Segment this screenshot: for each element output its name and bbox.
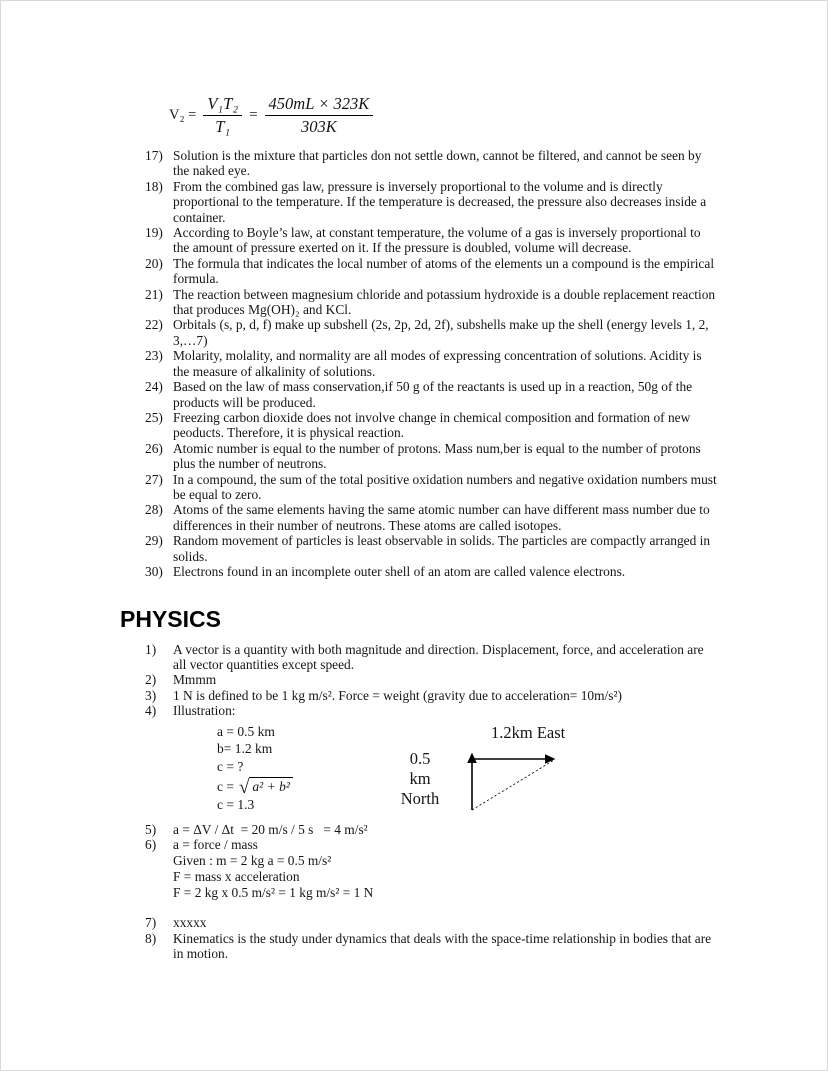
item-text: Molarity, molality, and normality are all modes of expressing concentration of solutions. Acidity is the measure of alkalinity of solutions. (173, 348, 705, 379)
item-number: 17) (145, 148, 163, 163)
item-number: 30) (145, 563, 163, 579)
list-item (145, 642, 720, 673)
item-number: 20) (145, 255, 163, 271)
item-text: Kinematics is the study under dynamics that deals with the space-time relationship in bodies that are in motion. (173, 930, 715, 961)
item-text: Freezing carbon dioxide does not involve change in chemical composition and formation of new peoducts. Therefore, it is physical reaction. (173, 409, 694, 441)
chemistry-answers-list (145, 148, 720, 579)
fraction-denominator: 303K (301, 116, 337, 136)
item-number: 7) (145, 915, 157, 931)
list-item (145, 822, 720, 837)
list-item (145, 931, 720, 962)
item-number: 23) (145, 348, 163, 364)
item-text: Electrons found in an incomplete outer shell of an atom are called valence electrons. (173, 563, 626, 579)
triangle-column (465, 723, 565, 812)
item-text: In a compound, the sum of the total positive oxidation numbers and negative oxidation numbers must be equal to zero. (173, 471, 721, 502)
item-text: The formula that indicates the local number of atoms of the elements un a compound is the empirical formula. (173, 255, 718, 287)
work-line: Given : m = 2 kg a = 0.5 m/s² (173, 853, 332, 869)
list-item (145, 287, 720, 318)
item-number: 26) (145, 440, 163, 456)
document-page (120, 90, 721, 961)
fraction-numerator: 450mL × 323K (265, 94, 374, 116)
item-text: Orbitals (s, p, d, f) make up subshell (2s, 2p, 2d, 2f), subshells make up the shell (energy levels 1, 2, 3,…7) (173, 317, 713, 348)
work-line: a = force / mass (173, 837, 258, 853)
item-text: xxxxx (173, 915, 207, 931)
item-number: 1) (145, 641, 157, 657)
formula-fraction-2 (265, 94, 374, 137)
item-number: 2) (145, 672, 157, 688)
fraction-numerator: V₁T₂ (203, 94, 242, 116)
list-item (145, 472, 720, 503)
work-line: F = mass x acceleration (173, 869, 300, 885)
item-number: 28) (145, 502, 163, 518)
item-text: Mmmm (173, 672, 217, 688)
item-text: Solution is the mixture that particles don not settle down, cannot be filtered, and cannot be seen by the naked eye. (173, 148, 705, 179)
vector-triangle-diagram (465, 746, 563, 812)
illustration-block (217, 723, 720, 814)
north-vector-label: 0.5 km North (400, 748, 440, 808)
item-text: Illustration: (173, 703, 236, 719)
item-number: 22) (145, 317, 163, 333)
given-b: b= 1.2 km (217, 741, 273, 757)
item-text: Based on the law of mass conservation,if 50 g of the reactants is used up in a reaction, 50g of the products will be produced. (173, 379, 696, 410)
item-number: 5) (145, 821, 157, 837)
list-item (145, 179, 720, 225)
list-item (145, 688, 720, 703)
list-item (145, 410, 720, 441)
pythagorean-formula (217, 775, 351, 799)
item-text: Random movement of particles is least observable in solids. The particles are compactly arranged in solids. (173, 533, 714, 564)
item-number: 25) (145, 409, 163, 425)
item-text: According to Boyle’s law, at constant temperature, the volume of a gas is inversely proportional to the amount of pressure exerted on it. If the pressure is doubled, volume will decrease. (173, 225, 704, 256)
list-item (145, 379, 720, 410)
item-text: a = ΔV / Δt = 20 m/s / 5 s = 4 m/s² (173, 821, 368, 837)
result-c: c = 1.3 (217, 797, 255, 813)
item-number: 21) (145, 286, 163, 302)
radical-sign: √ (238, 777, 250, 799)
formula-lhs: V₂ = (169, 106, 197, 123)
equals-sign: = (249, 106, 258, 123)
list-item (145, 317, 720, 348)
item-text: 1 N is defined to be 1 kg m/s². Force = weight (gravity due to acceleration= 10m/s²) (173, 687, 622, 703)
physics-answers-list (145, 642, 720, 962)
list-item (145, 915, 720, 930)
list-item (145, 225, 720, 256)
item-number: 3) (145, 687, 157, 703)
item-number: 29) (145, 533, 163, 549)
item-text: A vector is a quantity with both magnitude and direction. Displacement, force, and acceleration are all vector quantities except speed. (173, 641, 707, 673)
item-number: 6) (145, 837, 157, 853)
fraction-denominator: T₁ (215, 116, 231, 136)
formula-fraction-1 (203, 94, 242, 137)
list-item (145, 703, 720, 718)
item-text: From the combined gas law, pressure is inversely proportional to the volume and is directly proportional to the temperature. If the temperature is decreased, the pressure also decreases inside a container. (173, 178, 710, 225)
item-text: Atoms of the same elements having the same atomic number can have different mass number due to differences in their number of neutrons. These atoms are called isotopes. (173, 502, 714, 533)
list-item (145, 533, 720, 564)
formula-lhs: c = (217, 778, 234, 794)
item-number: 27) (145, 471, 163, 487)
list-item (145, 564, 720, 579)
item-text: The reaction between magnesium chloride and potassium hydroxide is a double replacement reaction that produces Mg(OH)₂ and KCl. (173, 286, 719, 318)
illustration-givens (217, 723, 351, 814)
item-text: Atomic number is equal to the number of protons. Mass num,ber is equal to the number of protons plus the number of neutrons. (173, 440, 705, 472)
list-item (145, 672, 720, 687)
radicand: a² + b² (249, 777, 292, 795)
item-multiline-text (173, 837, 720, 901)
list-item (145, 502, 720, 533)
list-item (145, 837, 720, 901)
list-item (145, 148, 720, 179)
gas-law-formula (169, 90, 720, 140)
item-number: 4) (145, 703, 157, 719)
item-number: 19) (145, 225, 163, 241)
list-item (145, 441, 720, 472)
east-vector-label: 1.2km East (491, 722, 566, 742)
given-c: c = ? (217, 758, 244, 774)
work-line: F = 2 kg x 0.5 m/s² = 1 kg m/s² = 1 N (173, 885, 374, 901)
item-number: 18) (145, 178, 163, 194)
list-item (145, 256, 720, 287)
physics-heading: PHYSICS (120, 606, 221, 633)
item-number: 24) (145, 379, 163, 395)
given-a: a = 0.5 km (217, 723, 275, 739)
item-number: 8) (145, 930, 157, 946)
list-item (145, 348, 720, 379)
